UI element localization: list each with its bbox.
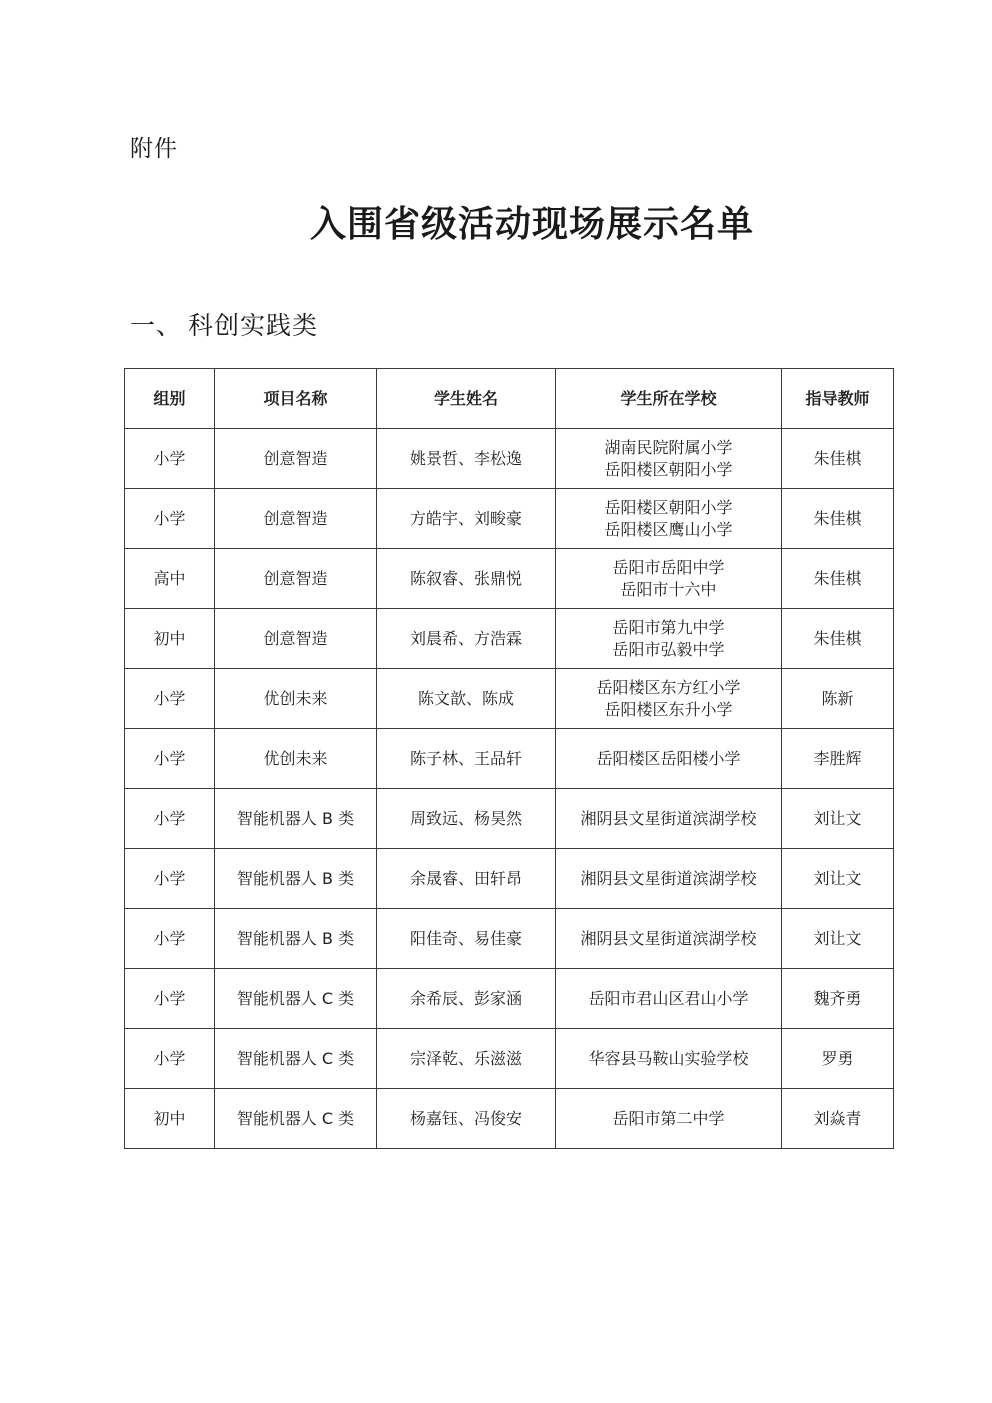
cell-group: 小学	[125, 789, 215, 849]
cell-students: 姚景哲、李松逸	[377, 429, 556, 489]
document-title	[0, 196, 992, 247]
cell-project: 智能机器人 C 类	[215, 1089, 377, 1149]
table-row	[125, 729, 894, 789]
cell-students: 宗泽乾、乐滋滋	[377, 1029, 556, 1089]
table-row	[125, 969, 894, 1029]
school-line: 岳阳市君山区君山小学	[588, 988, 749, 1008]
cell-project: 创意智造	[215, 549, 377, 609]
school-line: 岳阳楼区岳阳楼小学	[596, 748, 741, 768]
cell-project: 智能机器人 B 类	[215, 789, 377, 849]
cell-group: 小学	[125, 429, 215, 489]
cell-students: 刘晨希、方浩霖	[377, 609, 556, 669]
table-row	[125, 489, 894, 549]
cell-teacher: 朱佳棋	[782, 489, 894, 549]
section-label: 科创实践类	[188, 311, 319, 340]
section-heading	[130, 306, 318, 342]
school-line: 岳阳市第二中学	[612, 1108, 725, 1128]
cell-group: 小学	[125, 849, 215, 909]
cell-group: 初中	[125, 1089, 215, 1149]
cell-school	[556, 549, 782, 609]
cell-school	[556, 1089, 782, 1149]
cell-school	[556, 609, 782, 669]
cell-students: 陈子林、王品轩	[377, 729, 556, 789]
header-school: 学生所在学校	[556, 369, 782, 429]
cell-project: 创意智造	[215, 429, 377, 489]
cell-group: 小学	[125, 909, 215, 969]
cell-teacher: 刘焱青	[782, 1089, 894, 1149]
cell-school	[556, 909, 782, 969]
document-title-text: 入围省级活动现场展示名单	[309, 203, 754, 245]
cell-school	[556, 729, 782, 789]
school-line: 湘阴县文星街道滨湖学校	[580, 868, 757, 888]
cell-teacher: 朱佳棋	[782, 429, 894, 489]
cell-school	[556, 429, 782, 489]
school-line: 湘阴县文星街道滨湖学校	[580, 808, 757, 828]
cell-school	[556, 789, 782, 849]
header-project: 项目名称	[215, 369, 377, 429]
cell-students: 周致远、杨昊然	[377, 789, 556, 849]
cell-group: 高中	[125, 549, 215, 609]
cell-group: 小学	[125, 729, 215, 789]
school-line: 湖南民院附属小学	[604, 437, 733, 457]
cell-project: 智能机器人 C 类	[215, 969, 377, 1029]
header-teacher: 指导教师	[782, 369, 894, 429]
cell-students: 杨嘉钰、冯俊安	[377, 1089, 556, 1149]
cell-school	[556, 489, 782, 549]
section-number: 一、	[130, 311, 183, 340]
cell-project: 优创未来	[215, 669, 377, 729]
attachment-label: 附件	[130, 136, 178, 162]
cell-students: 余晟睿、田轩昂	[377, 849, 556, 909]
cell-project: 智能机器人 B 类	[215, 849, 377, 909]
cell-group: 小学	[125, 489, 215, 549]
cell-teacher: 朱佳棋	[782, 549, 894, 609]
cell-group: 小学	[125, 969, 215, 1029]
cell-students: 阳佳奇、易佳豪	[377, 909, 556, 969]
table-row	[125, 1029, 894, 1089]
cell-project: 优创未来	[215, 729, 377, 789]
table-row	[125, 549, 894, 609]
table-row	[125, 849, 894, 909]
school-line: 岳阳市十六中	[620, 579, 717, 599]
table-row	[125, 789, 894, 849]
school-line: 岳阳市第九中学	[612, 617, 725, 637]
roster-table	[124, 368, 894, 1149]
cell-school	[556, 969, 782, 1029]
cell-project: 创意智造	[215, 609, 377, 669]
cell-students: 陈叙睿、张鼎悦	[377, 549, 556, 609]
cell-group: 小学	[125, 669, 215, 729]
cell-students: 余希辰、彭家涵	[377, 969, 556, 1029]
cell-teacher: 朱佳棋	[782, 609, 894, 669]
table-row	[125, 1089, 894, 1149]
cell-project: 智能机器人 C 类	[215, 1029, 377, 1089]
cell-teacher: 陈新	[782, 669, 894, 729]
cell-teacher: 刘让文	[782, 909, 894, 969]
school-line: 岳阳楼区朝阳小学	[604, 497, 733, 517]
school-line: 华容县马鞍山实验学校	[588, 1048, 749, 1068]
header-students: 学生姓名	[377, 369, 556, 429]
table-row	[125, 429, 894, 489]
table-header-row	[125, 369, 894, 429]
school-line: 岳阳市岳阳中学	[612, 557, 725, 577]
school-line: 岳阳楼区东升小学	[604, 699, 733, 719]
cell-teacher: 罗勇	[782, 1029, 894, 1089]
cell-teacher: 刘让文	[782, 789, 894, 849]
cell-project: 创意智造	[215, 489, 377, 549]
cell-school	[556, 669, 782, 729]
cell-teacher: 李胜辉	[782, 729, 894, 789]
cell-project: 智能机器人 B 类	[215, 909, 377, 969]
table-row	[125, 909, 894, 969]
cell-teacher: 刘让文	[782, 849, 894, 909]
header-group: 组别	[125, 369, 215, 429]
cell-students: 陈文歆、陈成	[377, 669, 556, 729]
table-row	[125, 669, 894, 729]
school-line: 岳阳市弘毅中学	[612, 639, 725, 659]
school-line: 岳阳楼区鹰山小学	[604, 519, 733, 539]
cell-school	[556, 1029, 782, 1089]
school-line: 湘阴县文星街道滨湖学校	[580, 928, 757, 948]
school-line: 岳阳楼区朝阳小学	[604, 459, 733, 479]
cell-students: 方皓宇、刘畯豪	[377, 489, 556, 549]
cell-group: 初中	[125, 609, 215, 669]
cell-school	[556, 849, 782, 909]
school-line: 岳阳楼区东方红小学	[596, 677, 741, 697]
cell-teacher: 魏齐勇	[782, 969, 894, 1029]
table-row	[125, 609, 894, 669]
cell-group: 小学	[125, 1029, 215, 1089]
